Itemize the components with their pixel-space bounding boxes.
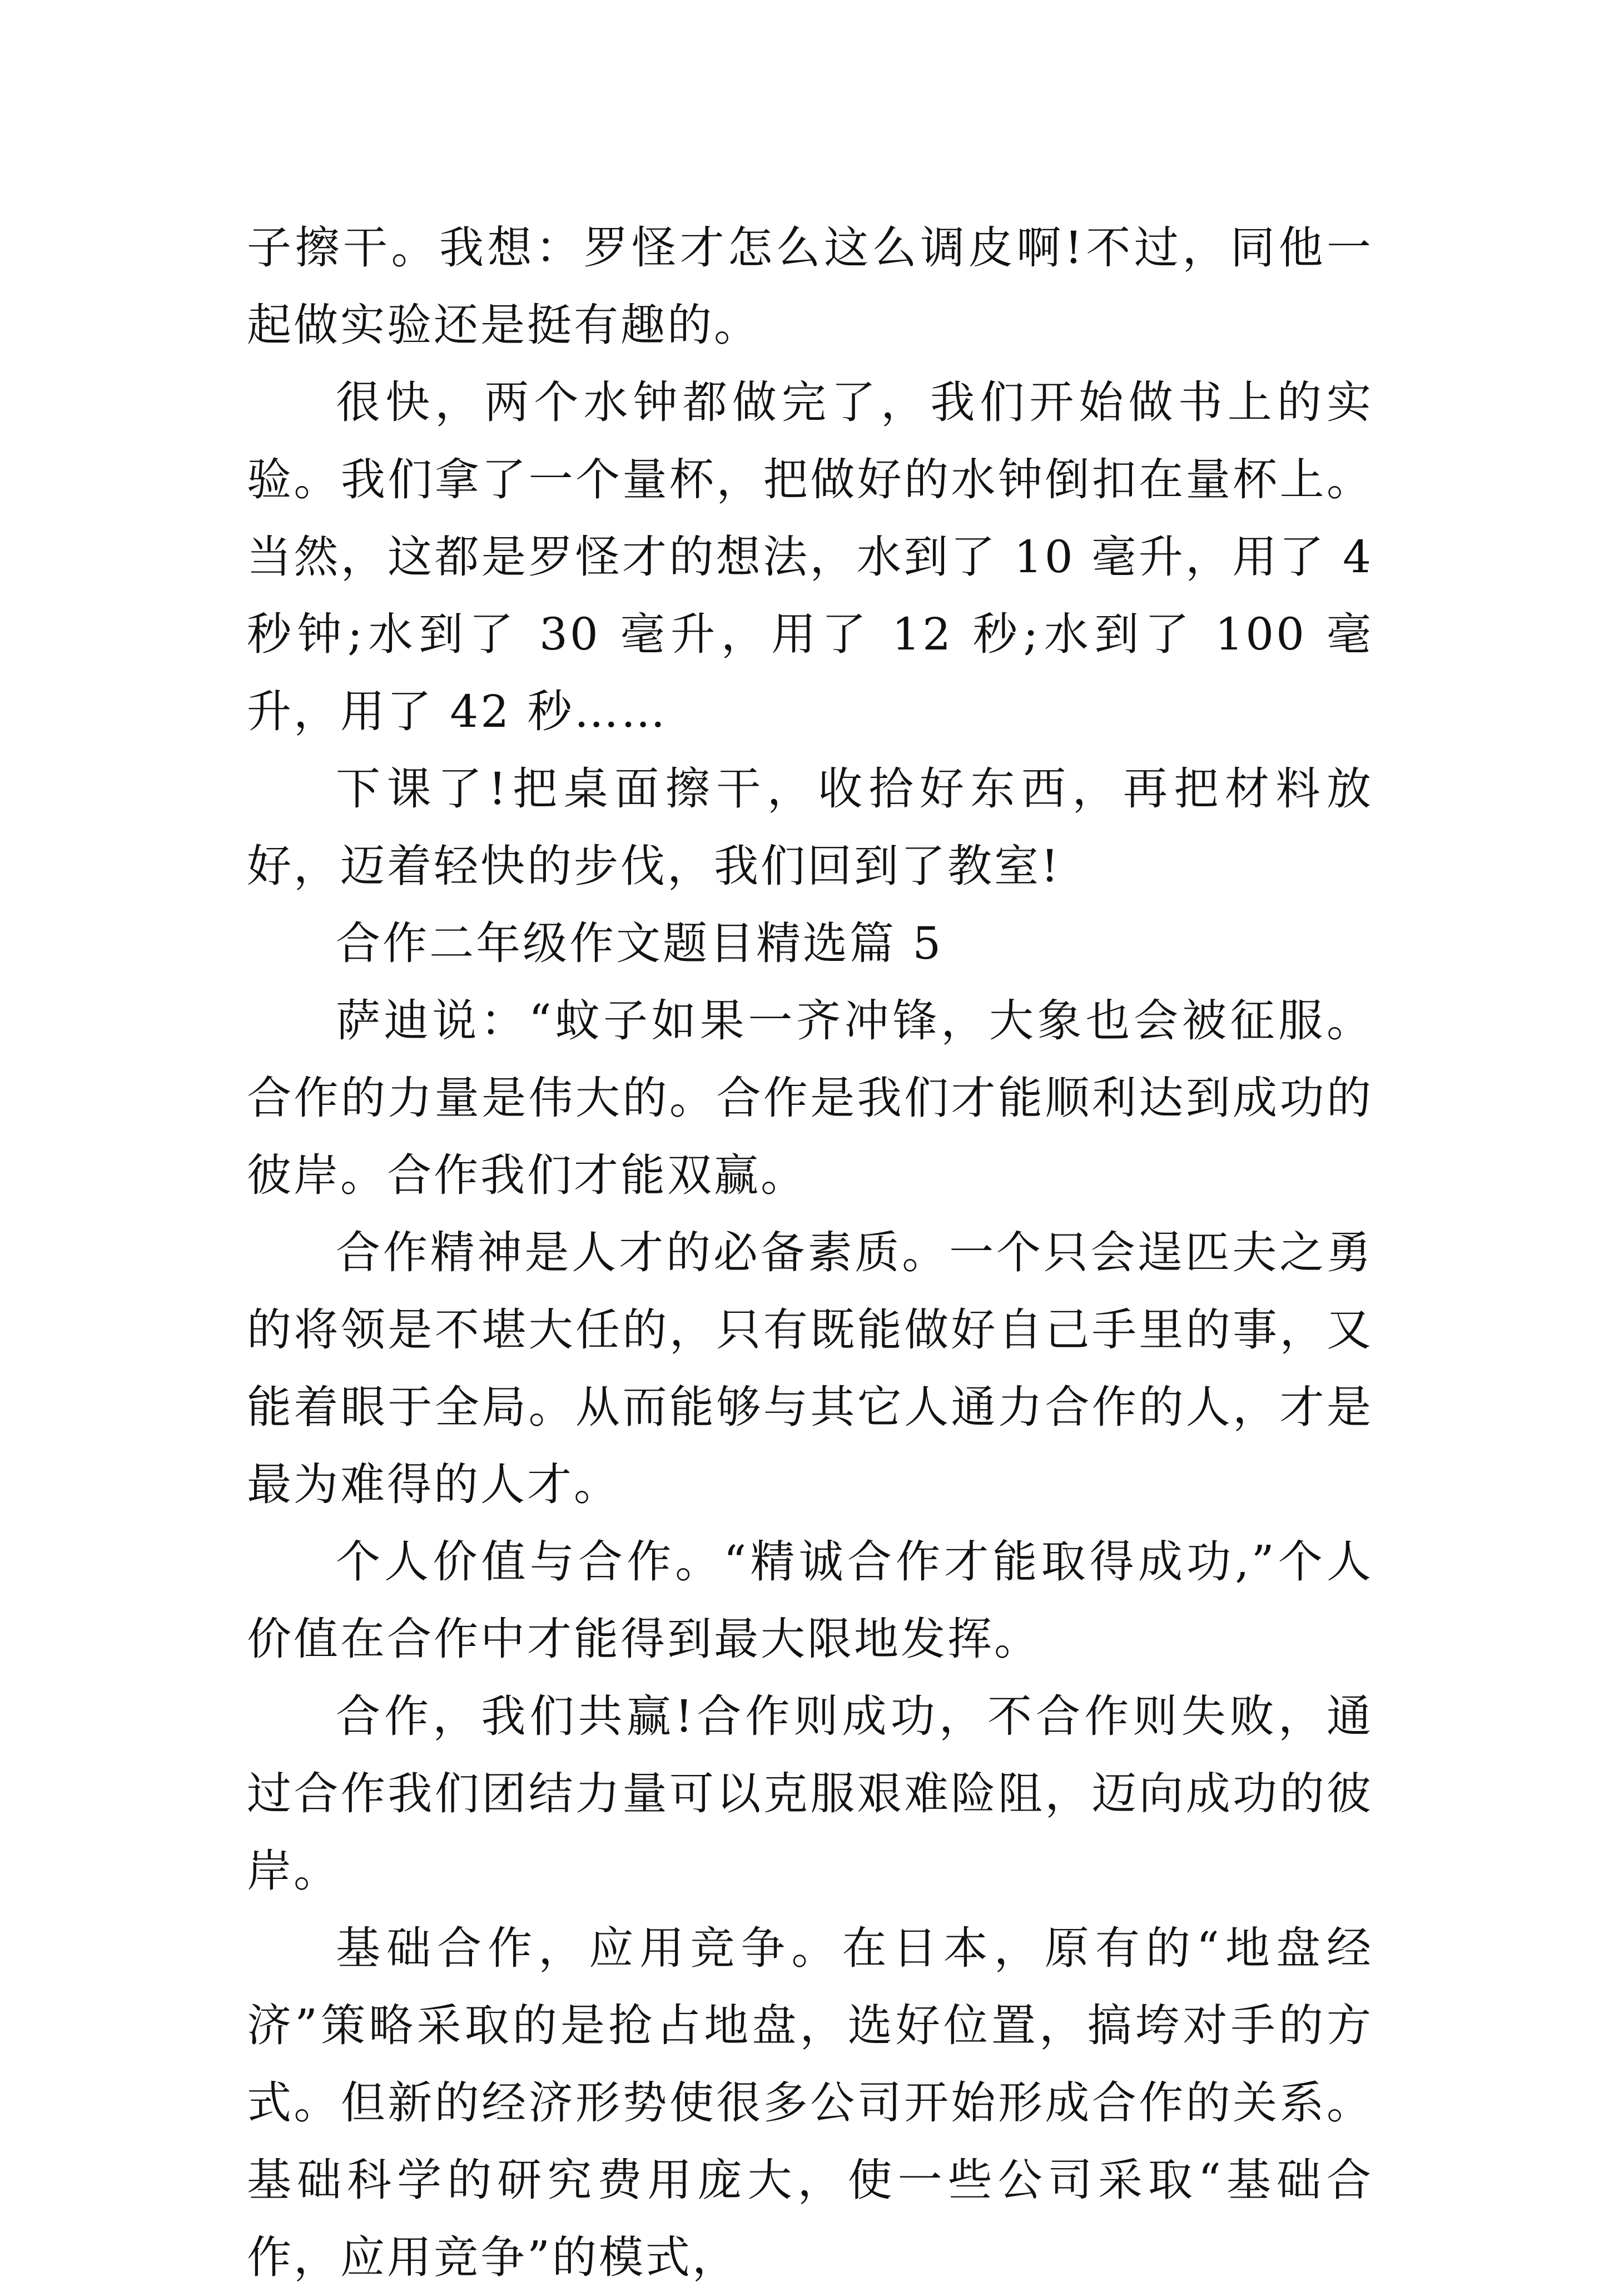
paragraph-class-over: 下课了!把桌面擦干，收拾好东西，再把材料放好，迈着轻快的步伐，我们回到了教室!	[247, 763, 1373, 892]
paragraph-water-clock-experiment: 很快，两个水钟都做完了，我们开始做书上的实验。我们拿了一个量杯，把做好的水钟倒扣在量杯上。当然，这都是罗怪才的想法，水到了 10 毫升，用了 4 秒钟;水到了 30 毫升，用了 12 秒;水到了 100 毫升，用了 42 秒……	[247, 376, 1373, 737]
paragraph-basic-cooperation: 基础合作，应用竞争。在日本，原有的“地盘经济”策略采取的是抢占地盘，选好位置，搞垮对手的方式。但新的经济形势使很多公司开始形成合作的关系。基础科学的研究费用庞大，使一些公司采取“基础合作，应用竞争”的模式，	[247, 1922, 1373, 2283]
paragraph-personal-value: 个人价值与合作。“精诚合作才能取得成功,”个人价值在合作中才能得到最大限地发挥。	[247, 1536, 1373, 1665]
paragraph-saadi-quote: 萨迪说：“蚊子如果一齐冲锋，大象也会被征服。合作的力量是伟大的。合作是我们才能顺利达到成功的彼岸。合作我们才能双赢。	[247, 995, 1373, 1201]
paragraph-win-win: 合作，我们共赢!合作则成功，不合作则失败，通过合作我们团结力量可以克服艰难险阻，迈向成功的彼岸。	[247, 1690, 1373, 1897]
paragraph-continuation: 子擦干。我想：罗怪才怎么这么调皮啊!不过，同他一起做实验还是挺有趣的。	[247, 222, 1373, 351]
section-heading: 合作二年级作文题目精选篇 5	[336, 918, 943, 969]
paragraph-teamwork-spirit: 合作精神是人才的必备素质。一个只会逞匹夫之勇的将领是不堪大任的，只有既能做好自己手里的事，又能着眼于全局。从而能够与其它人通力合作的人，才是最为难得的人才。	[247, 1227, 1373, 1510]
document-body	[247, 209, 1373, 2296]
